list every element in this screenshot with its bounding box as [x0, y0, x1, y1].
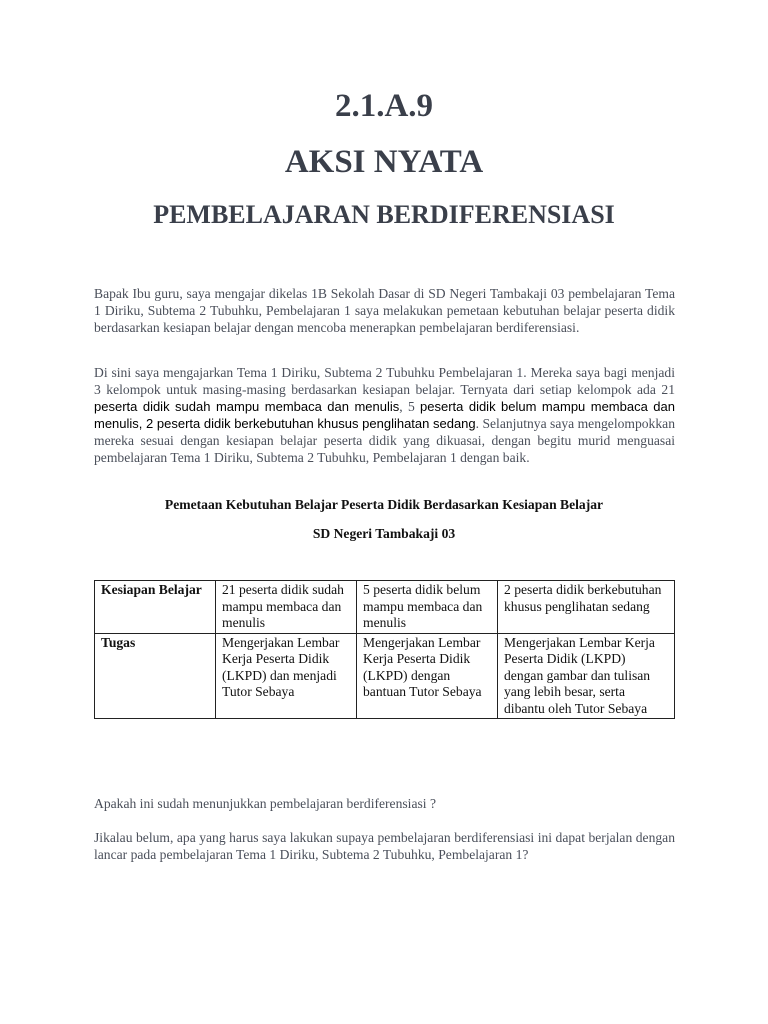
grouping-text-part: . Selanjutnya saya mengelompokkan mereka sesuai dengan kesiapan belajar peserta didik yang dikuasai, dengan begitu murid menguasai pembelajaran Tema 1 Diriku, Subtema 2 Tubuhku, Pembelajaran 1 dengan baik. [94, 416, 675, 465]
grouping-highlight: peserta didik belum mampu membaca dan menulis, 2 peserta didik berkebutuhan khusus penglihatan sedang [94, 399, 675, 431]
learning-needs-table [94, 580, 675, 719]
intro-paragraph: Bapak Ibu guru, saya mengajar dikelas 1B Sekolah Dasar di SD Negeri Tambakaji 03 pembelajaran Tema 1 Diriku, Subtema 2 Tubuhku, Pembelajaran 1 saya melakukan pemetaan kebutuhan belajar peserta didik berdasarkan kesiapan belajar dengan mencoba menerapkan pembelajaran berdiferensiasi. [94, 286, 675, 335]
table-cell: Mengerjakan Lembar Kerja Peserta Didik (LKPD) dan menjadi Tutor Sebaya [216, 633, 357, 719]
table-header-cell: Kesiapan Belajar [95, 581, 216, 634]
table-caption-title: Pemetaan Kebutuhan Belajar Peserta Didik Berdasarkan Kesiapan Belajar [164, 497, 604, 512]
grouping-text-part: , 5 [399, 399, 420, 414]
table-cell: Mengerjakan Lembar Kerja Peserta Didik (LKPD) dengan gambar dan tulisan yang lebih besar, serta dibantu oleh Tutor Sebaya [498, 633, 675, 719]
table-cell: 21 peserta didik sudah mampu membaca dan menulis [216, 581, 357, 634]
table-header-cell: Tugas [95, 633, 216, 719]
table-row [95, 581, 675, 634]
table-cell: Mengerjakan Lembar Kerja Peserta Didik (LKPD) dengan bantuan Tutor Sebaya [357, 633, 498, 719]
grouping-text-part: Di sini saya mengajarkan Tema 1 Diriku, Subtema 2 Tubuhku Pembelajaran 1. Mereka saya bagi menjadi 3 kelompok untuk masing-masing berdasarkan kesiapan belajar. Ternyata dari setiap kelompok ada 21 [94, 365, 675, 397]
table-cell: 5 peserta didik belum mampu membaca dan menulis [357, 581, 498, 634]
document-title: AKSI NYATA [284, 144, 484, 180]
table-caption-school: SD Negeri Tambakaji 03 [312, 526, 456, 541]
document-code: 2.1.A.9 [334, 88, 434, 124]
table-cell: 2 peserta didik berkebutuhan khusus penglihatan sedang [498, 581, 675, 634]
question-1: Apakah ini sudah menunjukkan pembelajaran berdiferensiasi ? [94, 796, 436, 811]
grouping-paragraph [94, 364, 675, 466]
document-subtitle: PEMBELAJARAN BERDIFERENSIASI [153, 200, 615, 229]
question-2: Jikalau belum, apa yang harus saya lakukan supaya pembelajaran berdiferensiasi ini dapat berjalan dengan lancar pada pembelajaran Tema 1 Diriku, Subtema 2 Tubuhku, Pembelajaran 1? [94, 830, 675, 862]
table-row [95, 633, 675, 719]
grouping-highlight: peserta didik sudah mampu membaca dan menulis [94, 399, 400, 414]
